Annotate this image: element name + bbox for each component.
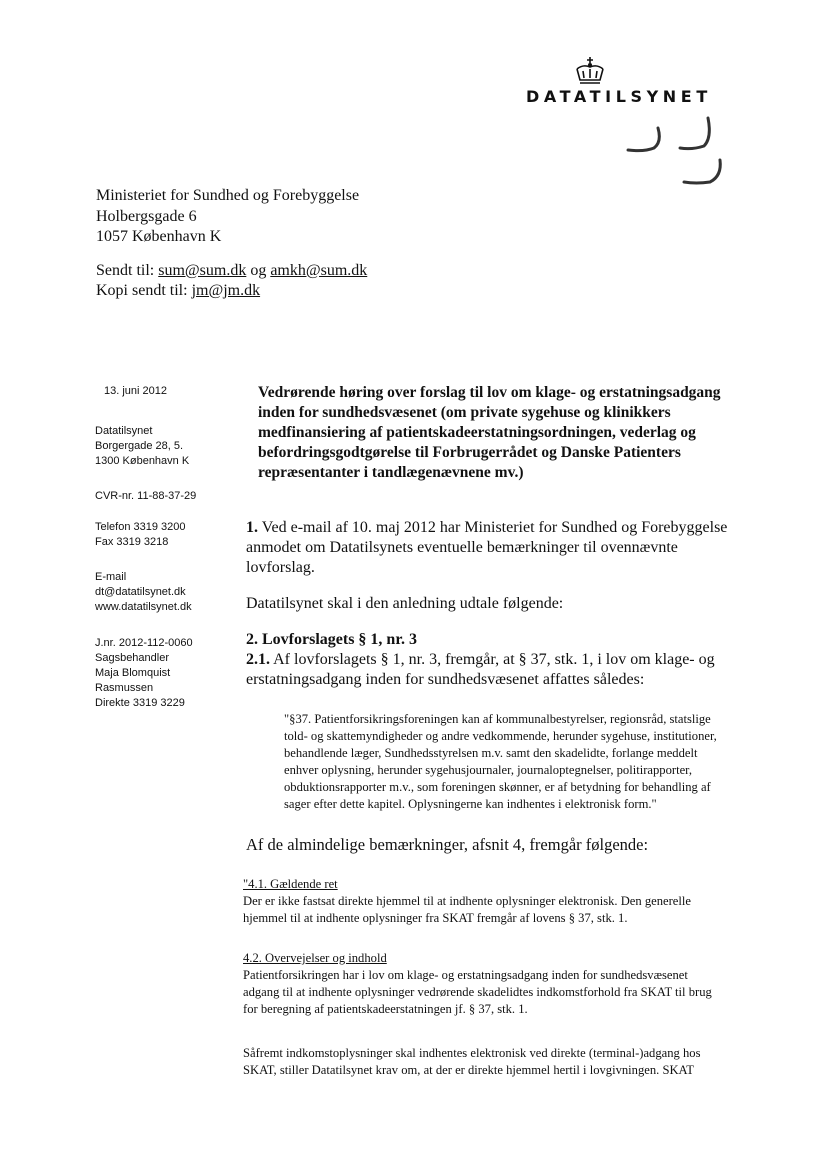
quote-line: Der er ikke fastsat direkte hjemmel til at indhente oplysninger elektronisk. Den generelle [243,894,691,908]
quote-line: "§37. Patientforsikringsforeningen kan af kommunalbestyrelser, regionsråd, statslige [284,712,711,726]
paragraph-number: 2.1. [246,651,270,668]
email-link-jm[interactable]: jm@jm.dk [191,282,261,299]
sender-city: 1300 København K [95,455,190,467]
quote-requirements [243,1045,758,1079]
sender-org: Datatilsynet [95,425,153,437]
quote-line: SKAT, stiller Datatilsynet krav om, at der er direkte hjemmel hertil i lovgivningen. SKAT [243,1063,694,1077]
paragraph-line: Ved e-mail af 10. maj 2012 har Ministeriet for Sundhed og Forebyggelse [261,519,728,536]
case-info [95,636,193,711]
email-link-amkh[interactable]: amkh@sum.dk [270,262,368,279]
subject-line: befordringsgodtgørelse til Forbrugerrådet og Danske Patienters [258,444,681,461]
subject-line: inden for sundhedsvæsenet (om private sygehuse og klinikkers [258,404,671,421]
phone-fax [95,520,186,550]
case-handler-name: Maja Blomquist [95,667,171,679]
paragraph-4: Af de almindelige bemærkninger, afsnit 4, fremgår følgende: [246,835,649,854]
direct-phone: Direkte 3319 3229 [95,697,185,709]
subject-line: repræsentanter i tandlægenævnene mv.) [258,464,524,481]
quote-subheading: "4.1. Gældende ret [243,877,338,891]
quote-law-text [284,711,754,813]
case-handler-label: Sagsbehandler [95,652,170,664]
subject-line: Vedrørende høring over forslag til lov om klage- og erstatningsadgang [258,384,721,401]
quote-line: obduktionsrapporter m.v., som foreningen skønner, er af betydning for behandling af [284,780,711,794]
handwritten-initials [616,114,736,194]
sender-address [95,424,189,469]
recipient-line: 1057 København K [96,228,222,245]
recipient-line: Holbergsgade 6 [96,207,197,225]
sent-to-line [96,261,367,281]
quote-line: Patientforsikringen har i lov om klage- og erstatningsadgang inden for sundhedsvæsenet [243,968,688,982]
letter-date: 13. juni 2012 [104,385,167,397]
copy-to-line [96,281,367,301]
paragraph-line: anmodet om Datatilsynets eventuelle bemærkninger til ovennævnte [246,539,678,556]
recipient-address [96,186,359,248]
sender-email[interactable]: dt@datatilsynet.dk [95,586,186,598]
section-heading: 2. Lovforslagets § 1, nr. 3 [246,631,417,648]
quote-subheading: 4.2. Overvejelser og indhold [243,951,387,965]
email-link-sum[interactable]: sum@sum.dk [158,262,247,279]
quote-line: told- og skattemyndigheder og andre vedkommende, herunder sygehuse, institutioner, [284,729,717,743]
sent-to-connector: og [250,262,267,279]
paragraph-line: erstatningsadgang inden for sundhedsvæsenet affattes således: [246,671,645,688]
case-handler-name: Rasmussen [95,682,154,694]
quote-line: for beregning af patientskadeerstatningen jf. § 37, stk. 1. [243,1002,528,1016]
quote-line: Såfremt indkomstoplysninger skal indhentes elektronisk ved direkte (terminal-)adgang hos [243,1046,701,1060]
letter-subject [258,383,758,483]
email-label: E-mail [95,571,127,583]
quote-line: enhver oplysning, herunder sygehusjournaler, journaloptegnelser, politirapporter, [284,763,693,777]
logo-wordmark: DATATILSYNET [526,87,712,106]
paragraph-2: Datatilsynet skal i den anledning udtale følgende: [246,595,564,612]
contact-online [95,570,192,615]
paragraph-number: 1. [246,519,258,536]
quote-current-law [243,876,758,927]
copy-label: Kopi sendt til: [96,282,188,299]
paragraph-line: lovforslag. [246,559,315,576]
subject-line: medfinansiering af patientskadeerstatningsordningen, vederlag og [258,424,696,441]
quote-considerations [243,950,758,1018]
phone: Telefon 3319 3200 [95,521,186,533]
sent-to-label: Sendt til: [96,262,155,279]
sender-website[interactable]: www.datatilsynet.dk [95,601,192,613]
quote-line: behandlende læger, Sundhedsstyrelsen m.v. samt den skadelidte, forlange meddelt [284,746,698,760]
cvr-number: CVR-nr. 11-88-37-29 [95,490,197,502]
recipient-line: Ministeriet for Sundhed og Forebyggelse [96,187,360,204]
sender-street: Borgergade 28, 5. [95,440,184,452]
crown-logo-icon [573,56,607,86]
paragraph-line: Af lovforslagets § 1, nr. 3, fremgår, at § 37, stk. 1, i lov om klage- og [273,651,715,668]
fax: Fax 3319 3218 [95,536,169,548]
quote-line: adgang til at indhente oplysninger vedrørende skadelidtes indkomstforhold fra SKAT til brug [243,985,712,999]
journal-number: J.nr. 2012-112-0060 [95,637,193,649]
quote-line: hjemmel til at indhente oplysninger fra SKAT fremgår af lovens § 37, stk. 1. [243,911,628,925]
sent-to-block [96,261,367,301]
paragraph-1 [246,518,756,578]
paragraph-3 [246,650,756,690]
quote-line: sager efter dette kapitel. Oplysningerne kan indhentes i elektronisk form." [284,797,657,811]
